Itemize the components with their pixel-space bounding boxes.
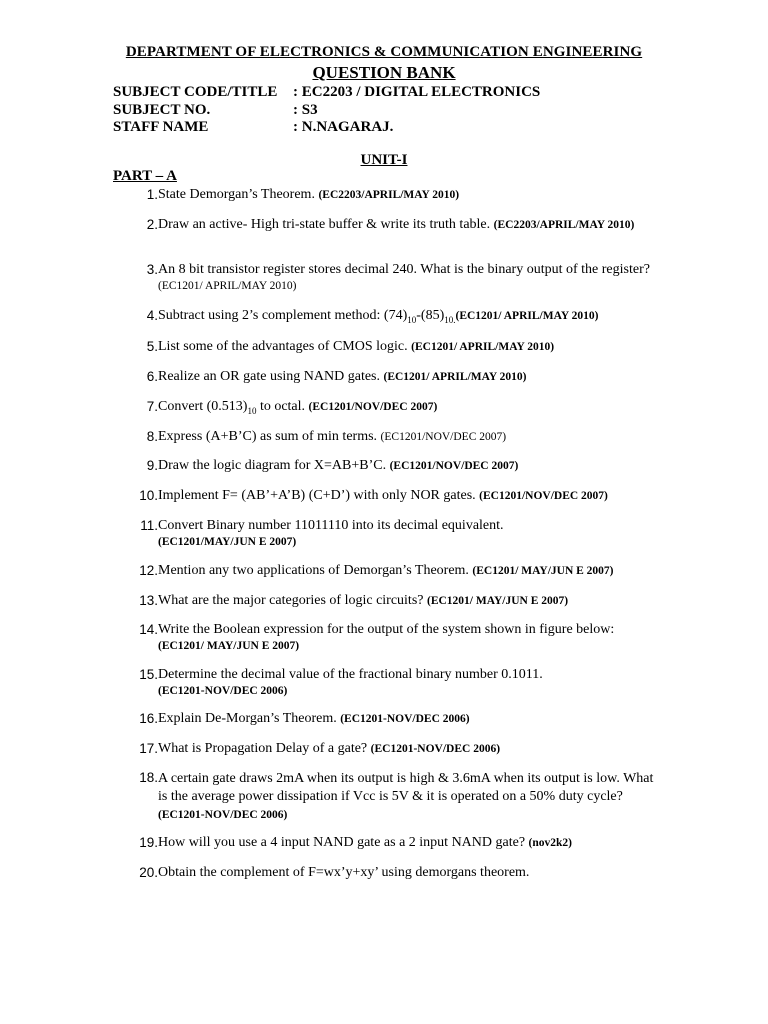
meta-value: : N.NAGARAJ. (293, 119, 394, 135)
question-reference: (EC1201/ MAY/JUN E 2007) (427, 595, 569, 607)
question-text: Draw an active- High tri-state buffer & write its truth table. (158, 217, 494, 232)
question-reference: (EC2203/APRIL/MAY 2010) (318, 189, 460, 201)
question-number: 10. (139, 488, 158, 503)
question-reference: (EC1201/NOV/DEC 2007) (380, 431, 507, 443)
question-text: -(85) (416, 308, 445, 323)
question-text: Realize an OR gate using NAND gates. (158, 369, 384, 384)
subscript: 10 (247, 405, 257, 416)
question-reference: (EC1201/ APRIL/MAY 2010) (411, 341, 555, 353)
part-heading: PART – A (113, 168, 177, 184)
question-reference: (EC1201/NOV/DEC 2007) (389, 460, 519, 472)
question-reference: (EC1201-NOV/DEC 2006) (158, 685, 288, 697)
question-item (122, 518, 662, 550)
question-item (122, 187, 662, 203)
unit-heading: UNIT-I (360, 152, 408, 168)
question-text: Explain De-Morgan’s Theorem. (158, 711, 341, 726)
question-item (122, 262, 662, 294)
question-text: Obtain the complement of F=wx’y+xy’ using demorgans theorem. (158, 865, 530, 880)
question-number: 6. (146, 369, 158, 384)
question-item (122, 308, 662, 328)
question-text: to octal. (256, 399, 309, 414)
question-item (122, 711, 662, 727)
question-number: 17. (139, 741, 158, 756)
question-number: 4. (146, 308, 158, 323)
question-reference: (EC2203/APRIL/MAY 2010) (493, 219, 635, 231)
meta-label: STAFF NAME (113, 119, 209, 135)
question-number: 8. (146, 429, 158, 444)
question-item (122, 369, 662, 385)
question-reference: (EC1201/ APRIL/MAY 2010) (455, 310, 599, 322)
question-number: 7. (146, 399, 158, 414)
question-reference: (EC1201-NOV/DEC 2006) (370, 743, 501, 755)
question-text: Draw the logic diagram for X=AB+B’C. (158, 458, 390, 473)
question-item (122, 429, 662, 445)
question-number: 16. (139, 711, 158, 726)
question-reference: (EC1201/ APRIL/MAY 2010) (158, 280, 297, 292)
question-reference: (nov2k2) (528, 837, 572, 849)
question-text: Write the Boolean expression for the output of the system shown in figure below: (158, 622, 615, 637)
question-item (122, 339, 662, 355)
meta-value: : EC2203 / DIGITAL ELECTRONICS (293, 84, 541, 100)
question-item (122, 399, 662, 419)
question-number: 1. (146, 187, 158, 202)
question-item (122, 488, 662, 504)
question-text: An 8 bit transistor register stores decimal 240. What is the binary output of the register? (158, 262, 650, 277)
department-heading: DEPARTMENT OF ELECTRONICS & COMMUNICATION ENGINEERING (125, 44, 643, 60)
question-text: A certain gate draws 2mA when its output is high & 3.6mA when its output is low. What is the average power dissipation if Vcc is 5V & it is operated on a 50% duty cycle? (158, 771, 654, 804)
question-text: List some of the advantages of CMOS logic. (158, 339, 412, 354)
question-number: 14. (139, 622, 158, 637)
question-text: Convert (0.513) (158, 399, 248, 414)
question-reference: (EC1201/MAY/JUN E 2007) (158, 536, 297, 548)
question-number: 2. (146, 217, 158, 232)
question-number: 15. (139, 667, 158, 682)
question-reference: (EC1201-NOV/DEC 2006) (158, 809, 288, 821)
question-text: Express (A+B’C) as sum of min terms. (158, 429, 381, 444)
question-reference: (EC1201-NOV/DEC 2006) (340, 713, 470, 725)
question-item (122, 865, 662, 881)
question-reference: (EC1201/NOV/DEC 2007) (479, 490, 608, 502)
question-number: 5. (146, 339, 158, 354)
meta-label: SUBJECT NO. (113, 102, 211, 118)
subscript: 10. (444, 314, 456, 325)
question-number: 3. (146, 262, 158, 277)
question-text: Subtract using 2’s complement method: (74) (158, 308, 408, 323)
question-number: 20. (139, 865, 158, 880)
question-item (122, 835, 662, 851)
question-text: Determine the decimal value of the fractional binary number 0.1011. (158, 667, 543, 682)
question-item (122, 217, 662, 233)
question-text: What are the major categories of logic circuits? (158, 593, 427, 608)
question-text: State Demorgan’s Theorem. (158, 187, 319, 202)
question-reference: (EC1201/NOV/DEC 2007) (308, 401, 438, 413)
question-reference: (EC1201/ MAY/JUN E 2007) (158, 640, 300, 652)
question-item (122, 563, 662, 579)
question-text: Implement F= (AB’+A’B) (C+D’) with only NOR gates. (158, 488, 480, 503)
question-text: How will you use a 4 input NAND gate as a 2 input NAND gate? (158, 835, 529, 850)
meta-label: SUBJECT CODE/TITLE (113, 84, 278, 100)
question-text: Convert Binary number 11011110 into its decimal equivalent. (158, 518, 504, 533)
question-reference: (EC1201/ APRIL/MAY 2010) (383, 371, 527, 383)
question-number: 11. (140, 518, 158, 533)
question-number: 19. (139, 835, 158, 850)
question-reference: (EC1201/ MAY/JUN E 2007) (472, 565, 614, 577)
question-number: 13. (139, 593, 158, 608)
question-text: Mention any two applications of Demorgan’s Theorem. (158, 563, 473, 578)
question-item (122, 458, 662, 474)
document-title: QUESTION BANK (312, 63, 456, 82)
question-item (122, 622, 662, 654)
question-number: 12. (139, 563, 158, 578)
question-number: 18. (139, 770, 158, 785)
question-item (122, 593, 662, 609)
question-item (122, 741, 662, 757)
question-item (122, 667, 662, 699)
question-number: 9. (146, 458, 158, 473)
meta-value: : S3 (293, 102, 318, 118)
question-item (122, 770, 662, 824)
question-text: What is Propagation Delay of a gate? (158, 741, 371, 756)
subscript: 10 (407, 314, 417, 325)
